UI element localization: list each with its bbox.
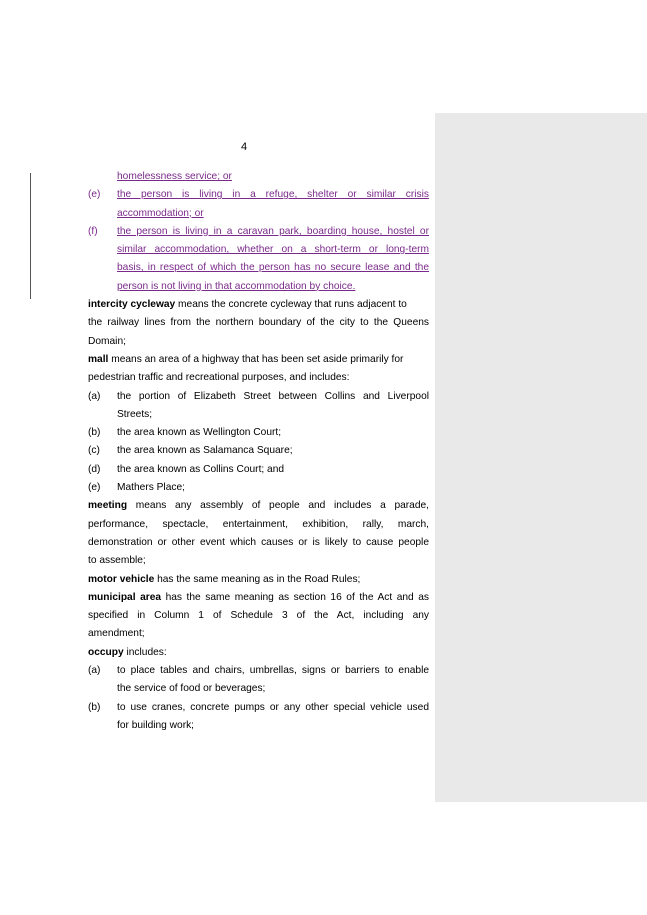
item-label: (f) [88,225,98,237]
definition-line: Domain; [88,335,126,347]
item-label: (b) [88,701,101,713]
list-item [88,699,429,736]
definition-line: intercity cycleway means the concrete cycleway that runs adjacent to [88,299,407,311]
comment-pane [435,113,647,802]
item-label: (e) [88,482,101,494]
definition-line: meeting means any assembly of people and includes a parade, [88,500,429,512]
definition-line: to assemble; [88,555,146,567]
item-line: the area known as Wellington Court; [117,427,282,439]
item-line: for building work; [117,719,195,731]
item-line: similar accommodation, whether on a short-term or long-term [117,244,429,256]
item-line: to place tables and chairs, umbrellas, signs or barriers to enable [117,665,429,677]
item-label: (a) [88,665,101,677]
definition-line: occupy includes: [88,646,167,658]
definition-meeting [88,497,429,570]
item-line: the person is living in a caravan park, boarding house, hostel or [117,225,429,237]
item-label: (c) [88,445,100,457]
list-item [88,479,429,497]
item-line: person is not living in that accommodation by choice. [117,280,356,292]
definition-intercity-cycleway [88,296,429,351]
defined-term: municipal area [88,591,162,603]
defined-term: intercity cycleway [88,299,176,311]
item-line: basis, in respect of which the person has no secure lease and the [117,262,429,274]
item-line: Streets; [117,408,153,420]
inserted-item-e [88,186,429,223]
item-line: the area known as Collins Court; and [117,463,285,475]
item-label: (d) [88,463,101,475]
inserted-line: homelessness service; or [117,171,232,182]
list-item [88,461,429,479]
definition-mall [88,351,429,497]
definition-line: municipal area has the same meaning as section 16 of the Act and as [88,591,429,603]
item-label: (b) [88,427,101,439]
defined-term: motor vehicle [88,573,155,585]
definition-line: the railway lines from the northern boundary of the city to the Queens [88,317,429,329]
item-line: accommodation; or [117,207,204,219]
page-number: 4 [240,141,248,153]
definition-line: mall means an area of a highway that has been set aside primarily for [88,353,404,365]
inserted-item-f [88,223,429,296]
item-label: (a) [88,390,101,402]
definition-line: pedestrian traffic and recreational purposes, and includes: [88,372,350,384]
defined-term: occupy [88,646,124,658]
item-line: the portion of Elizabeth Street between Collins and Liverpool [117,390,429,402]
definition-motor-vehicle [88,571,429,589]
list-item [88,424,429,442]
defined-term: mall [88,353,109,365]
item-line: Mathers Place; [117,482,185,494]
document-body [88,168,429,735]
item-line: the area known as Salamanca Square; [117,445,293,457]
change-bar [30,173,31,299]
item-line: to use cranes, concrete pumps or any other special vehicle used [117,701,429,713]
definition-line: performance, spectacle, entertainment, exhibition, rally, march, [88,518,429,530]
item-line: the person is living in a refuge, shelter or similar crisis [117,189,429,201]
item-line: the service of food or beverages; [117,683,266,695]
defined-term: meeting [88,500,128,512]
definition-line: demonstration or other event which causes or is likely to cause people [88,536,429,548]
definition-line: amendment; [88,628,145,640]
list-item [88,388,429,425]
definition-municipal-area [88,589,429,644]
definition-occupy [88,644,429,735]
definition-line: specified in Column 1 of Schedule 3 of the Act, including any [88,610,429,622]
definition-line: motor vehicle has the same meaning as in the Road Rules; [88,573,361,585]
list-item [88,662,429,699]
list-item [88,442,429,460]
item-label: (e) [88,189,101,201]
